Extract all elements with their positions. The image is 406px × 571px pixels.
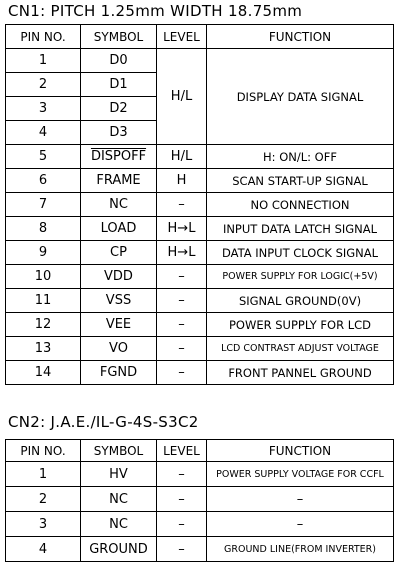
cn1-title: CN1: PITCH 1.25mm WIDTH 18.75mm (8, 2, 303, 20)
table-row (6, 217, 394, 241)
cn2-pin-table (5, 439, 394, 562)
level: – (157, 337, 207, 361)
header-function: FUNCTION (207, 25, 394, 49)
header-function: FUNCTION (207, 440, 394, 462)
function: POWER SUPPLY FOR LCD (207, 313, 394, 337)
table-row (6, 537, 394, 562)
symbol: VDD (81, 265, 157, 289)
symbol: NC (81, 193, 157, 217)
table-row (6, 289, 394, 313)
table-row (6, 145, 394, 169)
symbol: HV (81, 462, 157, 487)
pin-no: 12 (6, 313, 81, 337)
function: DATA INPUT CLOCK SIGNAL (207, 241, 394, 265)
function: LCD CONTRAST ADJUST VOLTAGE (207, 337, 394, 361)
level: – (157, 289, 207, 313)
pin-no: 6 (6, 169, 81, 193)
level: – (157, 537, 207, 562)
cn1-pin-table (5, 24, 394, 385)
header-symbol: SYMBOL (81, 25, 157, 49)
pin-no: 4 (6, 121, 81, 145)
symbol: D0 (81, 49, 157, 73)
level: – (157, 193, 207, 217)
header-pin-no: PIN NO. (6, 440, 81, 462)
symbol: CP (81, 241, 157, 265)
function: – (207, 487, 394, 512)
table-row (6, 169, 394, 193)
table-row (6, 49, 394, 73)
function: POWER SUPPLY FOR LOGIC(+5V) (207, 265, 394, 289)
table-row (6, 241, 394, 265)
level: – (157, 313, 207, 337)
function: FRONT PANNEL GROUND (207, 361, 394, 385)
level: H/L (157, 49, 207, 145)
pin-no: 7 (6, 193, 81, 217)
table-row (6, 462, 394, 487)
pin-no: 11 (6, 289, 81, 313)
symbol: VEE (81, 313, 157, 337)
function: H: ON/L: OFF (207, 145, 394, 169)
function: NO CONNECTION (207, 193, 394, 217)
symbol: VO (81, 337, 157, 361)
table-row (6, 313, 394, 337)
symbol: D1 (81, 73, 157, 97)
header-symbol: SYMBOL (81, 440, 157, 462)
pin-no: 10 (6, 265, 81, 289)
table-row (6, 337, 394, 361)
level: – (157, 265, 207, 289)
pin-no: 1 (6, 49, 81, 73)
table-row (6, 193, 394, 217)
function: GROUND LINE(FROM INVERTER) (207, 537, 394, 562)
symbol: FGND (81, 361, 157, 385)
function: INPUT DATA LATCH SIGNAL (207, 217, 394, 241)
header-pin-no: PIN NO. (6, 25, 81, 49)
symbol: LOAD (81, 217, 157, 241)
pin-no: 2 (6, 73, 81, 97)
symbol: FRAME (81, 169, 157, 193)
symbol: NC (81, 512, 157, 537)
symbol: VSS (81, 289, 157, 313)
function: POWER SUPPLY VOLTAGE FOR CCFL (207, 462, 394, 487)
level: H (157, 169, 207, 193)
symbol: D3 (81, 121, 157, 145)
level: – (157, 462, 207, 487)
symbol: NC (81, 487, 157, 512)
level: H/L (157, 145, 207, 169)
symbol: GROUND (81, 537, 157, 562)
header-level: LEVEL (157, 25, 207, 49)
pin-no: 9 (6, 241, 81, 265)
table-header-row (6, 25, 394, 49)
symbol: DISPOFF (81, 145, 157, 169)
pin-no: 1 (6, 462, 81, 487)
table-row (6, 265, 394, 289)
level: – (157, 361, 207, 385)
pin-no: 2 (6, 487, 81, 512)
level: H→L (157, 217, 207, 241)
cn2-title: CN2: J.A.E./IL-G-4S-S3C2 (8, 413, 199, 431)
header-level: LEVEL (157, 440, 207, 462)
pin-no: 13 (6, 337, 81, 361)
table-row (6, 361, 394, 385)
pin-no: 8 (6, 217, 81, 241)
pin-no: 3 (6, 512, 81, 537)
level: H→L (157, 241, 207, 265)
level: – (157, 512, 207, 537)
symbol: D2 (81, 97, 157, 121)
pin-no: 14 (6, 361, 81, 385)
pin-no: 4 (6, 537, 81, 562)
pin-no: 5 (6, 145, 81, 169)
function: SIGNAL GROUND(0V) (207, 289, 394, 313)
function: DISPLAY DATA SIGNAL (207, 49, 394, 145)
function: – (207, 512, 394, 537)
level: – (157, 487, 207, 512)
table-header-row (6, 440, 394, 462)
table-row (6, 512, 394, 537)
table-row (6, 487, 394, 512)
function: SCAN START-UP SIGNAL (207, 169, 394, 193)
pin-no: 3 (6, 97, 81, 121)
